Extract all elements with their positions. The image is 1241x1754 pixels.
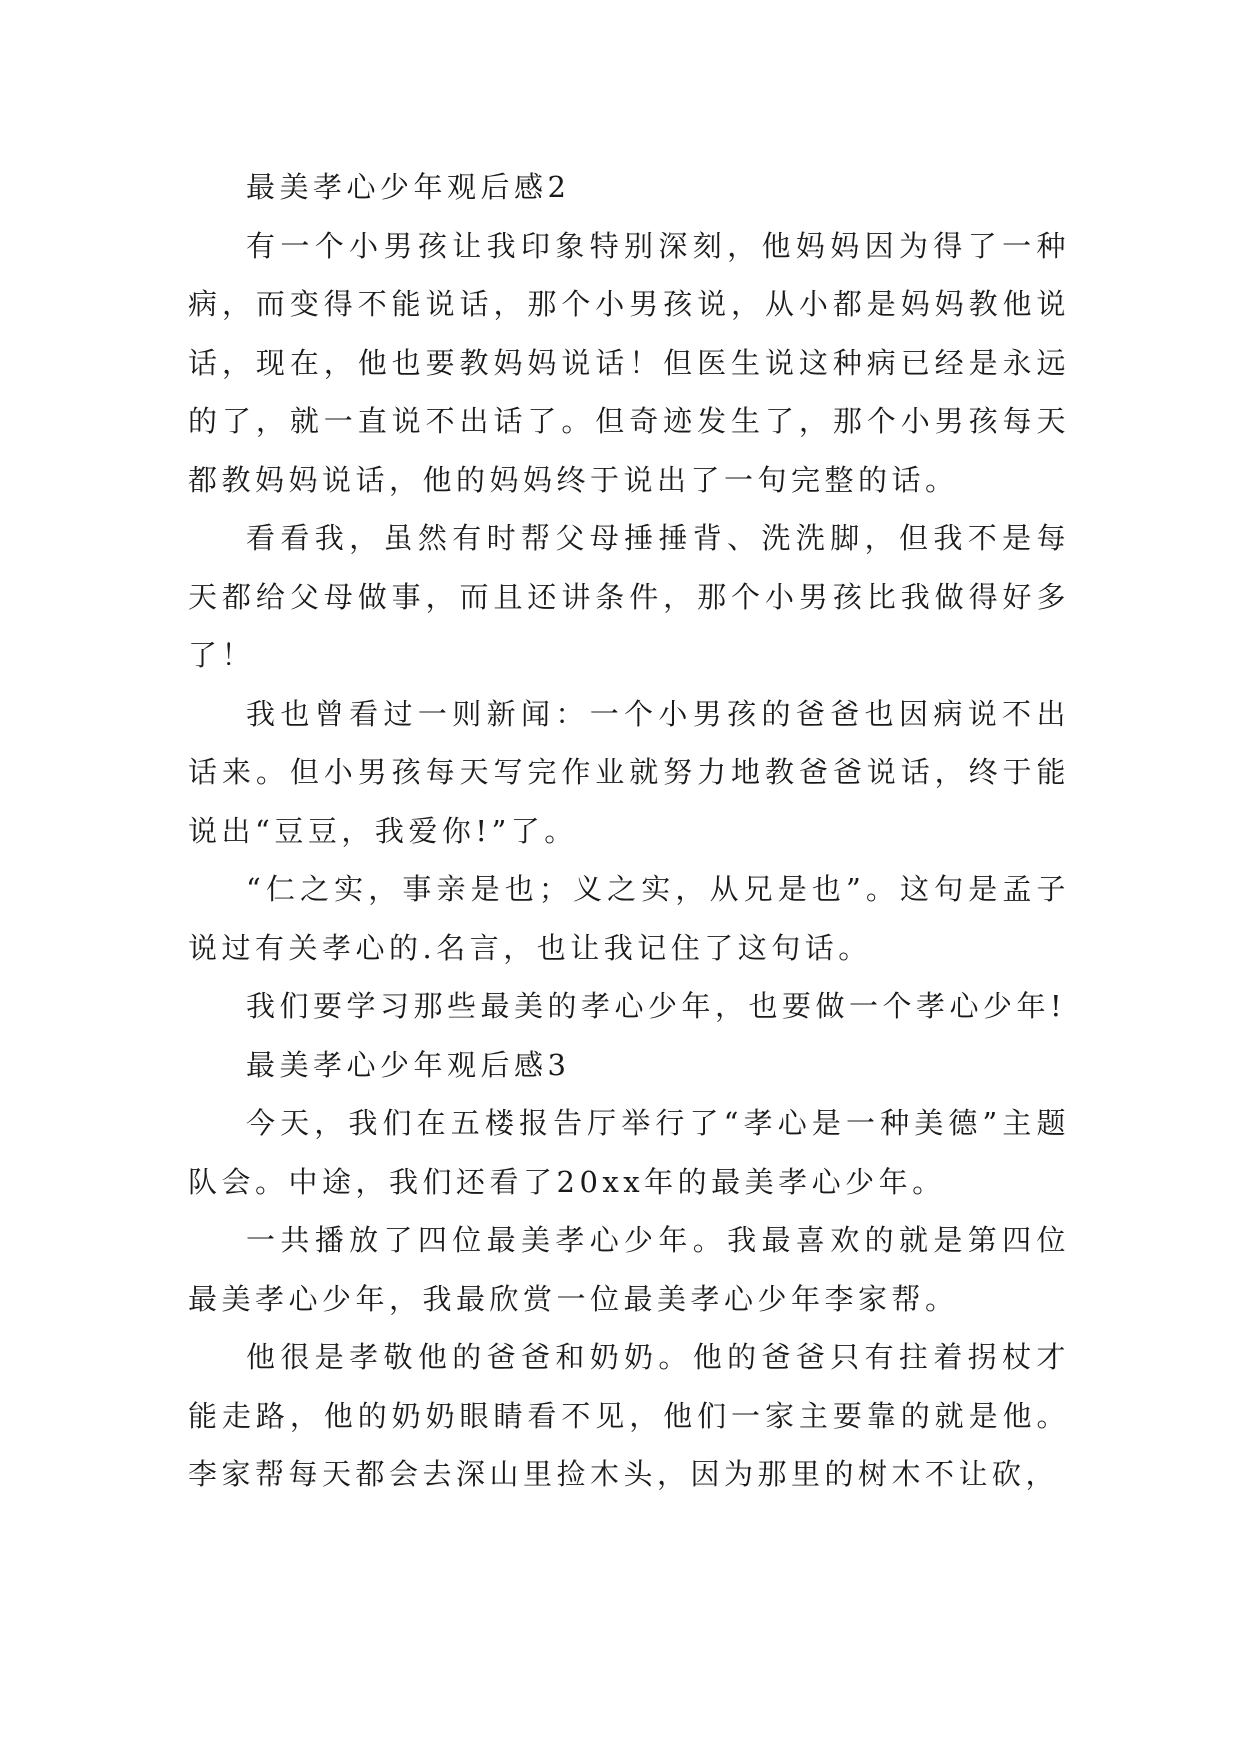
document-page — [188, 158, 1070, 1504]
paragraph: 我们要学习那些最美的孝心少年，也要做一个孝心少年! — [246, 989, 1067, 1023]
paragraph: 今天，我们在五楼报告厅举行了“孝心是一种美德”主题队会。中途，我们还看了20xx年的最美孝心少年。 — [188, 1106, 1070, 1199]
paragraph: 他很是孝敬他的爸爸和奶奶。他的爸爸只有拄着拐杖才能走路，他的奶奶眼睛看不见，他们一家主要靠的就是他。李家帮每天都会去深山里捡木头，因为那里的树木不让砍， — [188, 1340, 1070, 1491]
paragraph: 看看我，虽然有时帮父母捶捶背、洗洗脚，但我不是每天都给父母做事，而且还讲条件，那个小男孩比我做得好多了！ — [188, 521, 1070, 672]
paragraph: 我也曾看过一则新闻：一个小男孩的爸爸也因病说不出话来。但小男孩每天写完作业就努力地教爸爸说话，终于能说出“豆豆，我爱你!”了。 — [188, 696, 1070, 848]
section-heading: 最美孝心少年观后感2 — [246, 170, 571, 204]
section-heading: 最美孝心少年观后感3 — [246, 1047, 571, 1082]
paragraph: “仁之实，事亲是也；义之实，从兄是也”。这句是孟子说过有关孝心的.名言，也让我记住了这句话。 — [188, 872, 1070, 965]
paragraph: 有一个小男孩让我印象特别深刻，他妈妈因为得了一种病，而变得不能说话，那个小男孩说，从小都是妈妈教他说话，现在，他也要教妈妈说话！但医生说这种病已经是永远的了，就一直说不出话了。但奇迹发生了，那个小男孩每天都教妈妈说话，他的妈妈终于说出了一句完整的话。 — [188, 228, 1070, 497]
paragraph: 一共播放了四位最美孝心少年。我最喜欢的就是第四位最美孝心少年，我最欣赏一位最美孝心少年李家帮。 — [188, 1223, 1070, 1316]
